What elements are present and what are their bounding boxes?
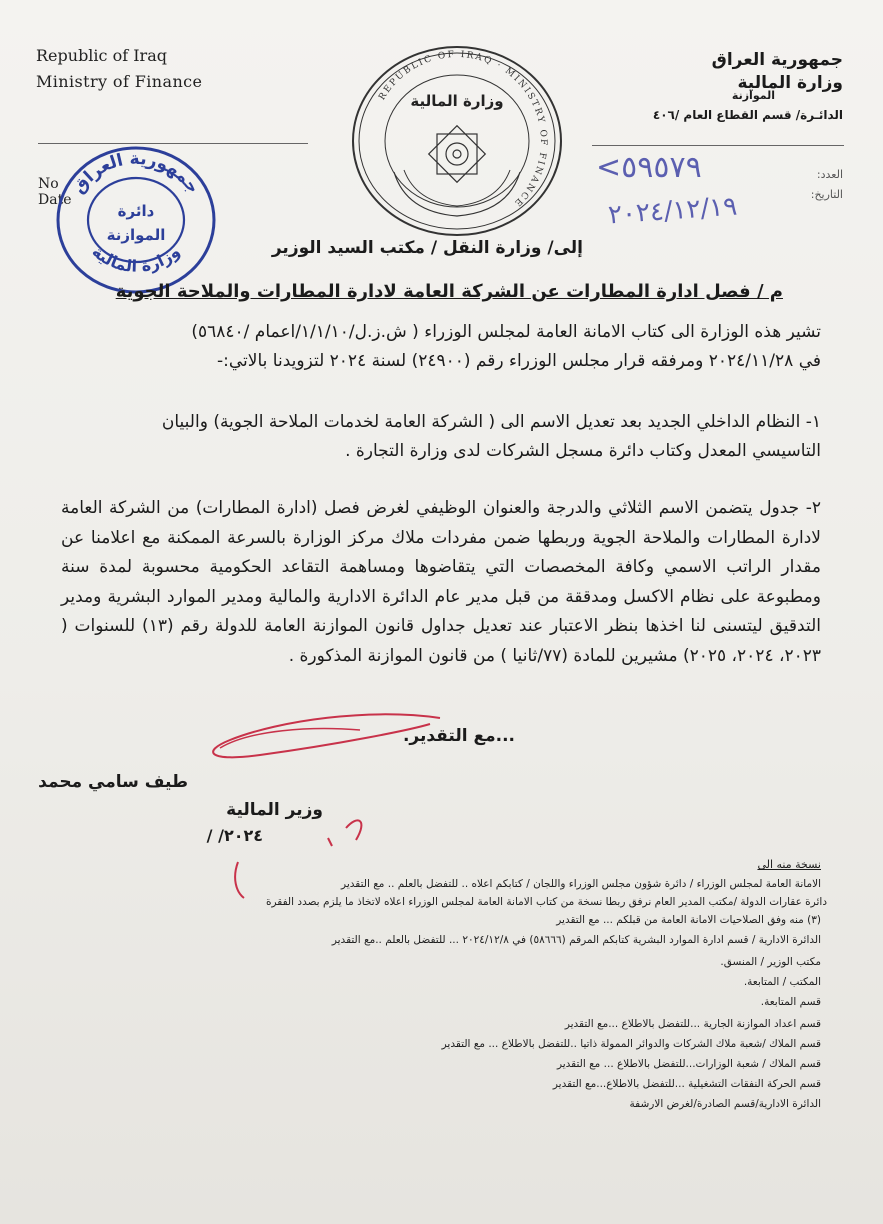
handwritten-date: ٢٠٢٤/١٢/١٩ [607, 191, 739, 231]
copy-line: قسم الحركة النفقات التشغيلية ...للتفضل بالاطلاع...مع التقدير [552, 1078, 821, 1090]
closing: ...مع التقدير. [402, 726, 515, 746]
header-en-line1: Republic of Iraq [36, 46, 167, 65]
subject-line: م / فصل ادارة المطارات عن الشركة العامة لادارة المطارات والملاحة الجوية [115, 281, 783, 302]
copies-heading: نسخة منه الى [757, 858, 821, 871]
copy-line: الدائرة الادارية / قسم ادارة الموارد البشرية كتابكم المرقم (٥٨٦٦٦) في ٢٠٢٤/١٢/٨ ... للتفضل بالعلم ..مع التقدير [331, 934, 821, 946]
stamp-outer-bottom: وزارة المالية [88, 241, 184, 276]
signature-date: ٢٠٢٤/ / [206, 826, 263, 845]
date-label-ar: التاريخ: [810, 188, 843, 201]
ministry-emblem-icon [346, 42, 568, 240]
item2-paragraph: ٢- جدول يتضمن الاسم الثلاثي والدرجة والعنوان الوظيفي لغرض فصل (ادارة المطارات) من الشركة العامة لادارة المطارات والملاحة الجوية وربطها ضمن مفردات ملاك مركز الوزارة بالسرعة الممكنة مع اعلامنا عن مقدار الراتب الاسمي وكافة المخصصات التي يتقاضوها ومساهمة التقاعد الحكومية محسوبة لمدة سنة ومطبوعة على نظام الاكسل ومدققة من قبل مدير عام الدائرة الادارية والمالية ومدير الموارد البشرية ومدير التدقيق ليتسنى لنا اخذها بنظر الاعتبار عند تعديل جداول قانون الموازنة العامة للدولة رقم (١٣) للسنوات ( ٢٠٢٣، ٢٠٢٤، ٢٠٢٥) مشيرين للمادة (٧٧/ثانيا ) من قانون الموازنة المذكورة . [61, 498, 821, 666]
number-label: العدد: [816, 168, 843, 181]
header-ar-line2: وزارة المالية [737, 73, 843, 93]
handwritten-number: <٥٩٥٧٩ [596, 150, 702, 185]
stamp-inner-line2: الموازنة [106, 226, 166, 244]
item1-line1: ١- النظام الداخلي الجديد بعد تعديل الاسم الى ( الشركة العامة لخدمات الملاحة الجوية) والبيان [161, 412, 821, 432]
header-ar-line1: جمهورية العراق [711, 50, 843, 70]
copy-line: قسم اعداد الموازنة الجارية ...للتفضل بالاطلاع ...مع التقدير [564, 1018, 821, 1030]
header-ar-line3: الموازنة [731, 89, 775, 102]
signatory-name: طيف سامي محمد [38, 772, 188, 792]
no-label: No [38, 176, 59, 192]
emblem-center-text: وزارة المالية [410, 92, 504, 110]
copy-line: (٣) منه وفق الصلاحيات الامانة العامة من قبلكم ... مع التقدير [556, 914, 821, 926]
signature-scribble-icon [190, 700, 450, 790]
copy-line: مكتب الوزير / المنسق. [720, 956, 821, 968]
signatory-title: وزير المالية [226, 800, 323, 820]
copy-line: قسم الملاك /شعبة ملاك الشركات والدوائر الممولة ذاتيا ..للتفضل بالاطلاع ... مع التقدير [441, 1038, 821, 1050]
budget-department-stamp-icon [52, 142, 218, 296]
header-en-line2: Ministry of Finance [36, 72, 203, 91]
stamp-inner-line1: دائرة [117, 202, 155, 220]
department-line: الدائـرة/ قسم القطاع العام /٤٠٦ [652, 108, 843, 122]
addressee: إلى/ وزارة النقل / مكتب السيد الوزير [271, 238, 583, 258]
copy-line: المكتب / المتابعة. [743, 976, 821, 988]
copy-line: الامانة العامة لمجلس الوزراء / دائرة شؤون مجلس الوزراء واللجان / كتابكم اعلاه .. للتفضل بالعلم .. مع التقدير [341, 878, 821, 890]
svg-text:جمهورية العراق [69, 149, 203, 198]
svg-text:وزارة المالية [89, 242, 184, 276]
stamp-outer-top: جمهورية العراق [68, 148, 204, 198]
intro-line1: تشير هذه الوزارة الى كتاب الامانة العامة لمجلس الوزراء ( ش.ز.ل/١/١/١٠/اعمام /٥٦٨٤٠) [191, 322, 821, 342]
header-right-rule [592, 145, 844, 146]
copy-line: دائرة عقارات الدولة /مكتب المدير العام نرفق ربطا نسخة من كتاب الامانة العامة لمجلس الوزراء اعلاه لاتخاذ ما يلزم بصدد الفقرة [266, 896, 827, 908]
intro-line2: في ٢٠٢٤/١١/٢٨ ومرفقه قرار مجلس الوزراء رقم (٢٤٩٠٠) لسنة ٢٠٢٤ لتزويدنا بالاتي:- [217, 351, 821, 371]
emblem-ring-text: REPUBLIC OF IRAQ · MINISTRY OF FINANCE [377, 49, 549, 209]
date-label: Date [38, 192, 72, 208]
copy-line: قسم المتابعة. [760, 996, 821, 1008]
copy-line: الدائرة الادارية/قسم الصادرة/لغرض الارشفة [629, 1098, 821, 1110]
copy-line: قسم الملاك / شعبة الوزارات...للتفضل بالاطلاع ... مع التقدير [556, 1058, 821, 1070]
item1-line2: التاسيسي المعدل وكتاب دائرة مسجل الشركات لدى وزارة التجارة . [345, 441, 821, 461]
